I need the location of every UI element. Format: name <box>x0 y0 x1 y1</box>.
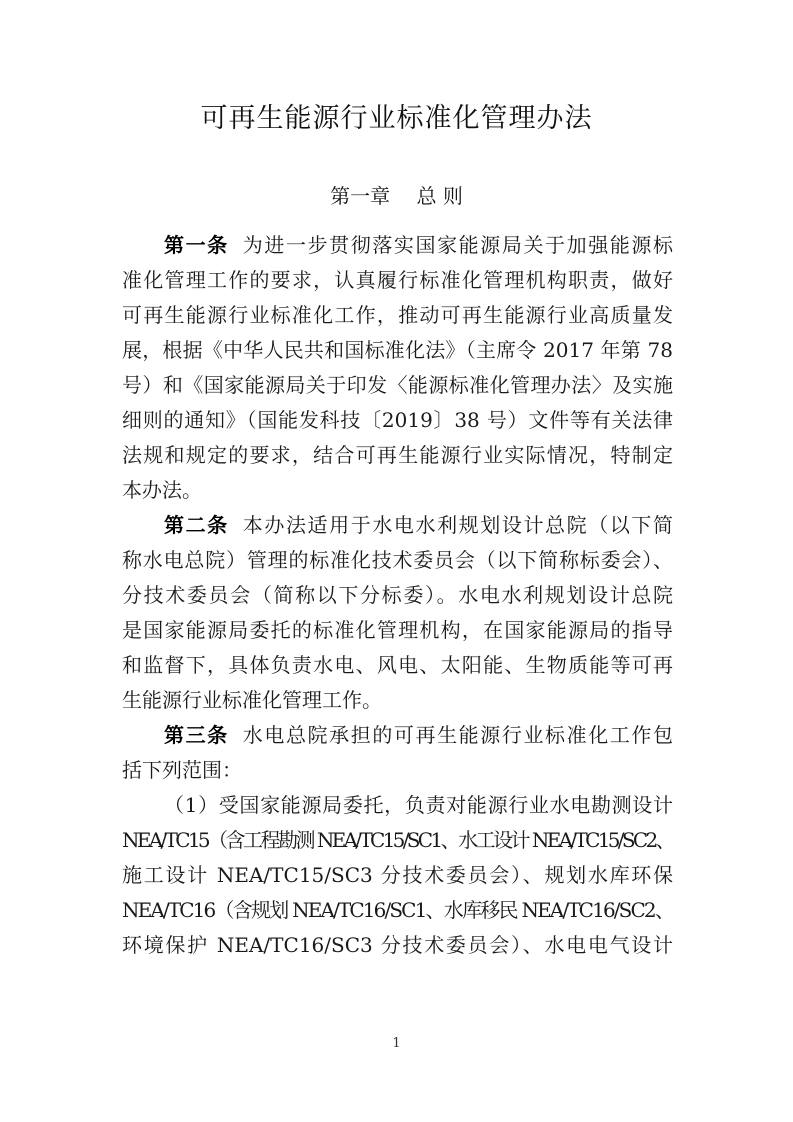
item-1-line-1: （1）受国家能源局委托，负责对能源行业水电勘测设计 <box>164 793 673 817</box>
article-1-line-2: 准化管理工作的要求，认真履行标准化管理机构职责，做好 <box>122 268 673 292</box>
article-2-line-4: 是国家能源局委托的标准化管理机构，在国家能源局的指导 <box>122 618 673 642</box>
article-2-line-1: 第二条 本办法适用于水电水利规划设计总院（以下简 <box>164 513 673 537</box>
page-number: 1 <box>392 1036 401 1051</box>
document-title: 可再生能源行业标准化管理办法 <box>200 103 593 134</box>
item-1-line-2: NEA/TC15（含工程勘测 NEA/TC15/SC1、水工设计 NEA/TC15/SC2、 <box>122 828 673 852</box>
chapter-heading: 第一章 总 则 <box>330 184 463 208</box>
article-1-line-6: 细则的通知》（国能发科技〔2019〕38 号）文件等有关法律 <box>122 408 673 432</box>
article-label: 第三条 <box>164 723 229 747</box>
article-1-line-4: 展，根据《中华人民共和国标准化法》（主席令 2017 年第 78 <box>122 338 673 362</box>
article-1-line-3: 可再生能源行业标准化工作，推动可再生能源行业高质量发 <box>122 303 673 327</box>
article-3-line-1: 第三条 水电总院承担的可再生能源行业标准化工作包 <box>164 723 673 747</box>
article-1-line-1: 第一条 为进一步贯彻落实国家能源局关于加强能源标 <box>164 233 673 257</box>
article-label: 第二条 <box>164 513 229 537</box>
article-label: 第一条 <box>164 233 229 257</box>
article-1-line-8: 本办法。 <box>122 478 202 502</box>
item-1-line-4: NEA/TC16（含规划 NEA/TC16/SC1、水库移民 NEA/TC16/SC2、 <box>122 898 673 922</box>
article-1-line-7: 法规和规定的要求，结合可再生能源行业实际情况，特制定 <box>122 443 673 467</box>
article-2-line-2: 称水电总院）管理的标准化技术委员会（以下简称标委会）、 <box>122 548 673 572</box>
article-2-line-6: 生能源行业标准化管理工作。 <box>122 688 382 712</box>
article-1-line-5: 号）和《国家能源局关于印发〈能源标准化管理办法〉及实施 <box>122 373 673 397</box>
article-2-line-3: 分技术委员会（简称以下分标委）。水电水利规划设计总院 <box>122 583 673 607</box>
document-body <box>122 228 673 963</box>
item-1-line-5: 环境保护 NEA/TC16/SC3 分技术委员会）、水电电气设计 <box>122 933 673 957</box>
article-2-line-5: 和监督下，具体负责水电、风电、太阳能、生物质能等可再 <box>122 653 673 677</box>
item-1-line-3: 施工设计 NEA/TC15/SC3 分技术委员会）、规划水库环保 <box>122 863 673 887</box>
article-3-line-2: 括下列范围： <box>122 758 242 782</box>
